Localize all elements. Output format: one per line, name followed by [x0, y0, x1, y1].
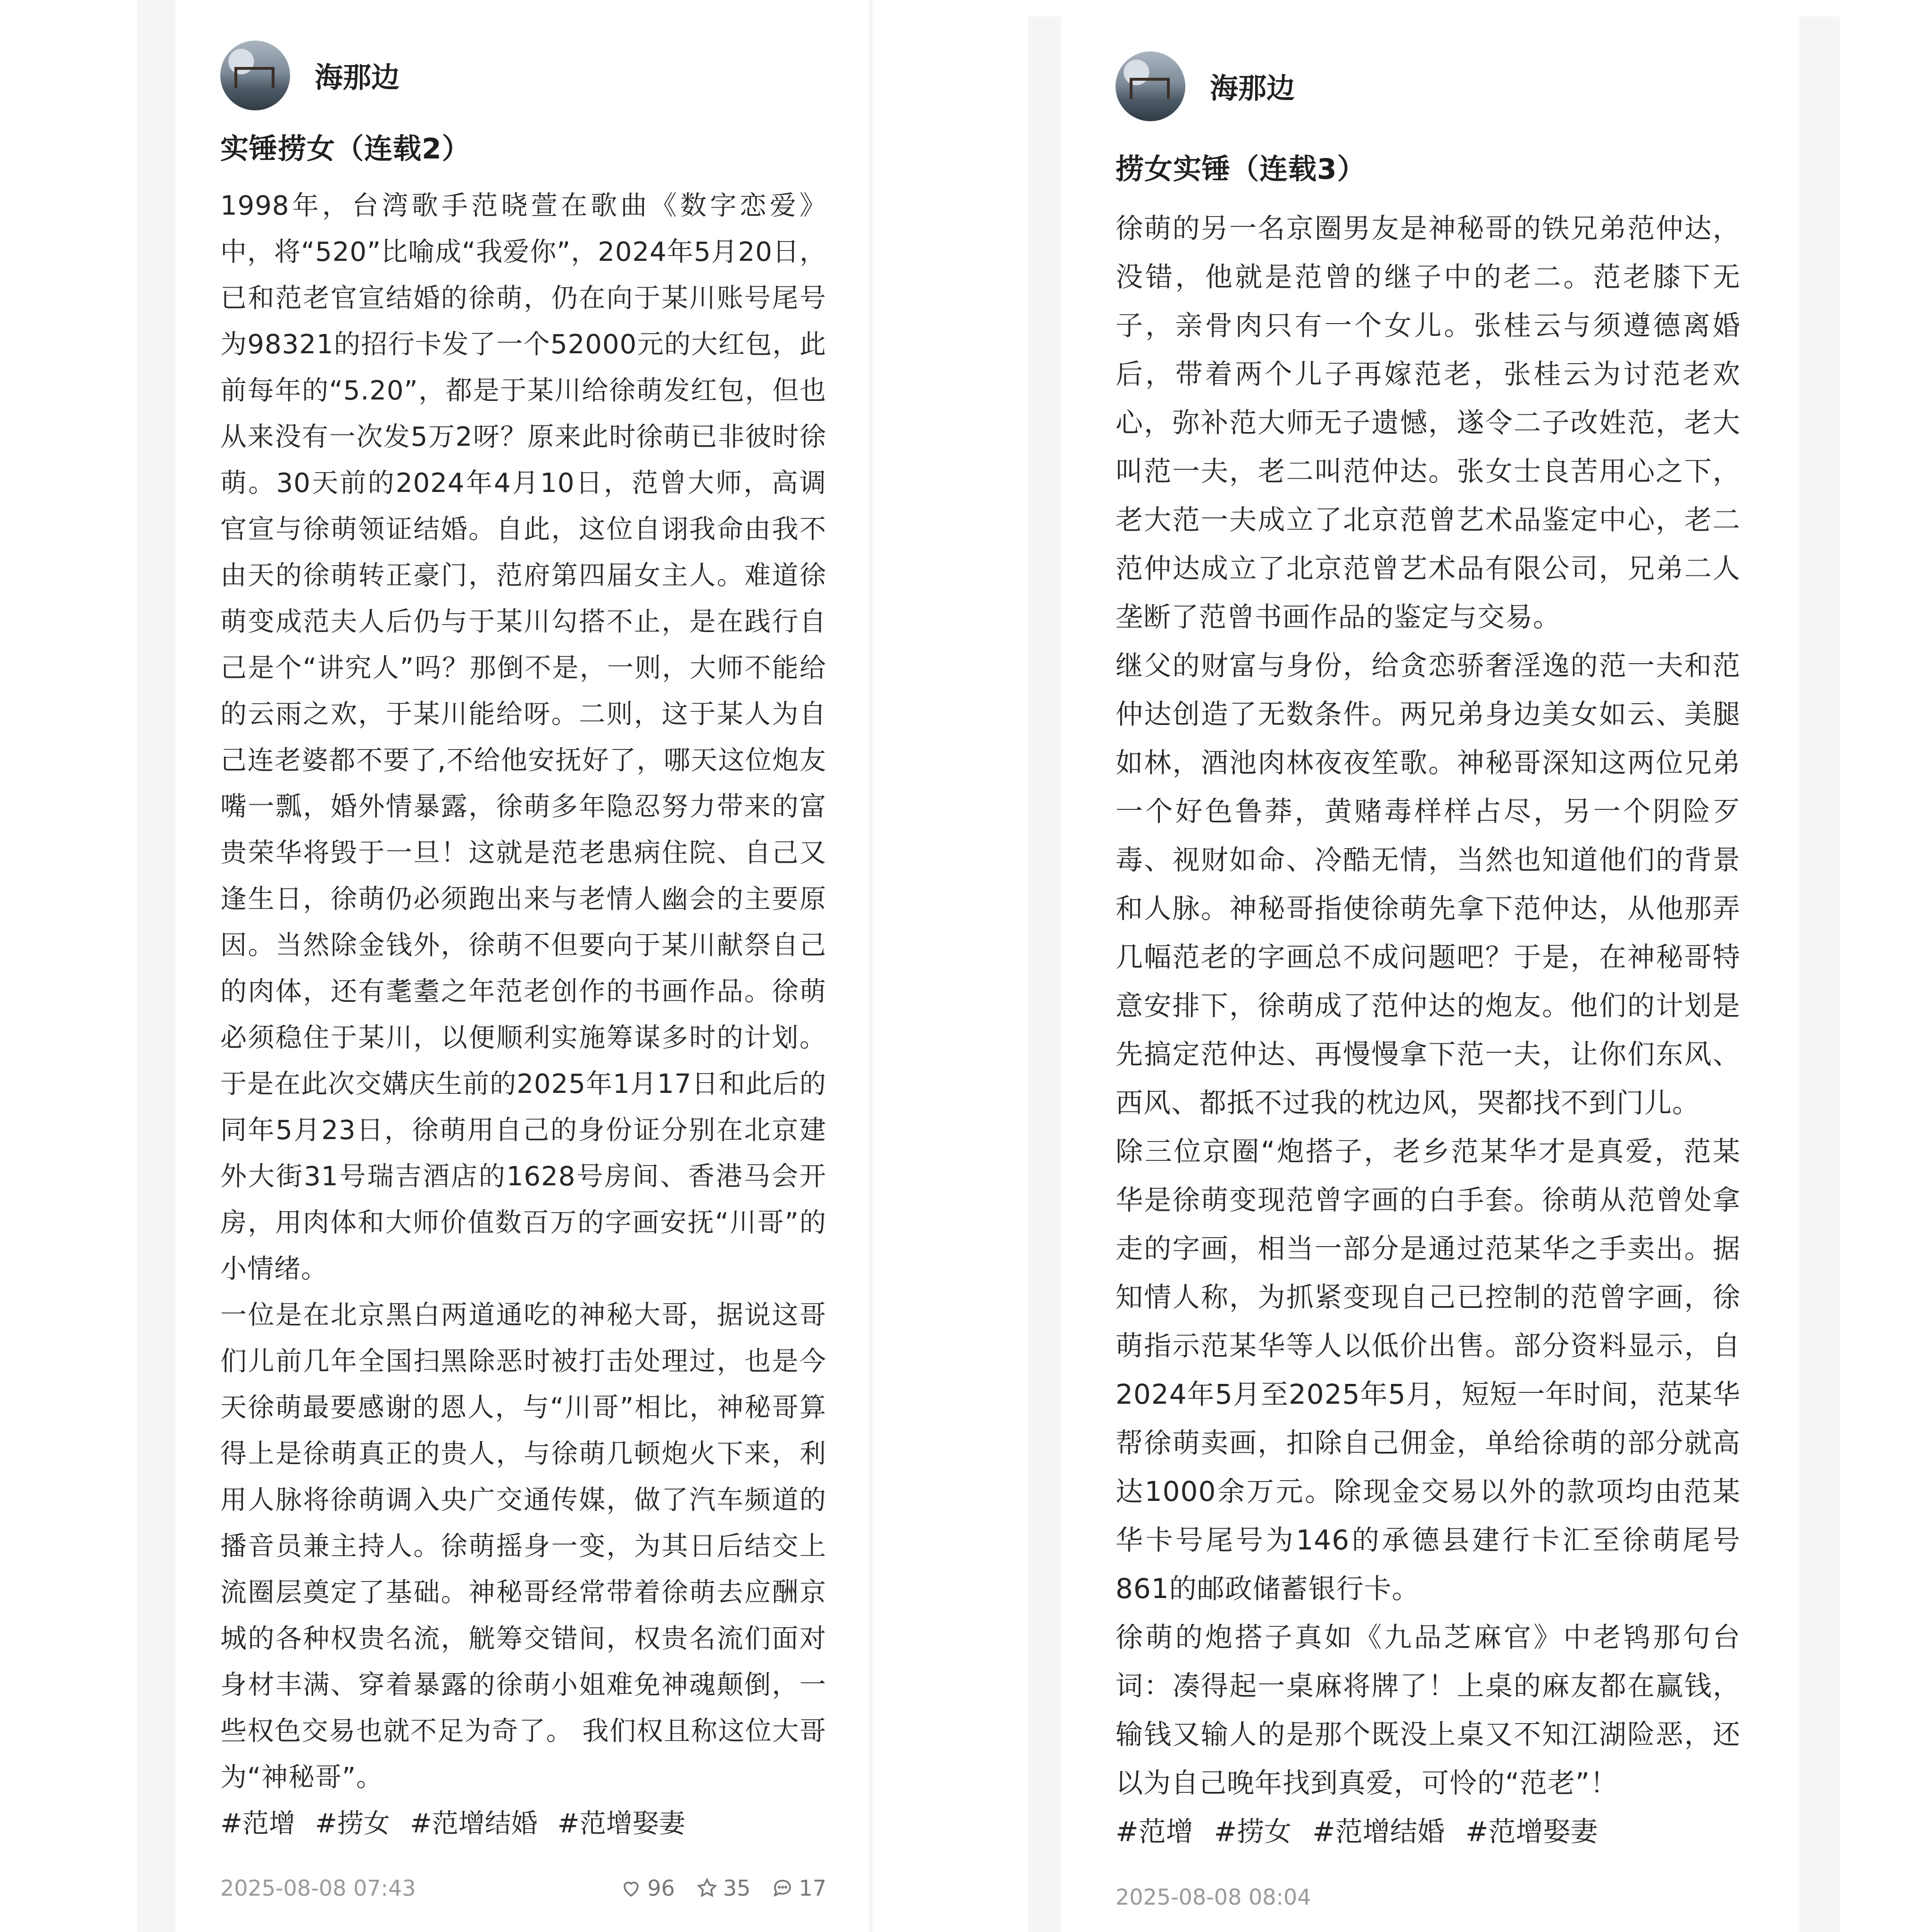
post-card-right — [1061, 17, 1799, 1932]
avatar[interactable] — [1116, 51, 1185, 121]
like-count: 96 — [647, 1875, 675, 1901]
hashtag[interactable]: #范增 — [220, 1808, 295, 1839]
post-timestamp: 2025-08-08 07:43 — [220, 1875, 416, 1901]
favorite-button[interactable] — [696, 1875, 751, 1901]
post-header — [220, 38, 826, 113]
post-paragraph: 一位是在北京黑白两道通吃的神秘大哥，据说这哥们儿前几年全国扫黑除恶时被打击处理过，也是今天徐萌最要感谢的恩人，与“川哥”相比，神秘哥算得上是徐萌真正的贵人，与徐萌几顿炮火下来，利用人脉将徐萌调入央广交通传媒，做了汽车频道的播音员兼主持人。徐萌摇身一变，为其日后结交上流圈层奠定了基础。神秘哥经常带着徐萌去应酬京城的各种权贵名流，觥筹交错间，权贵名流们面对身材丰满、穿着暴露的徐萌小姐难免神魂颠倒，一些权色交易也就不足为奇了。 我们权且称这位大哥为“神秘哥”。 — [220, 1300, 826, 1793]
post-card-left — [175, 0, 869, 1932]
post-paragraph: 徐萌的炮搭子真如《九品芝麻官》中老鸨那句台词：凑得起一桌麻将牌了！上桌的麻友都在赢钱，输钱又输人的是那个既没上桌又不知江湖险恶，还以为自己晚年找到真爱，可怜的“范老”！ — [1116, 1621, 1740, 1799]
post-title: 捞女实锤（连载3） — [1116, 153, 1366, 186]
hashtag-list — [220, 1801, 826, 1847]
comment-icon — [771, 1877, 794, 1899]
hashtag[interactable]: #范增结婚 — [409, 1808, 538, 1839]
post-footer — [1116, 1884, 1740, 1910]
comment-button[interactable] — [771, 1875, 826, 1901]
author-name[interactable]: 海那边 — [315, 61, 400, 94]
star-icon — [696, 1877, 718, 1899]
hashtag[interactable]: #捞女 — [1214, 1815, 1292, 1848]
post-paragraph: 1998年，台湾歌手范晓萱在歌曲《数字恋爱》中，将“520”比喻成“我爱你”，2024年5月20日，已和范老官宣结婚的徐萌，仍在向于某川账号尾号为98321的招行卡发了一个52000元的大红包，此前每年的“5.20”，都是于某川给徐萌发红包，但也从来没有一次发5万2呀？原来此时徐萌已非彼时徐萌。30天前的2024年4月10日，范曾大师，高调官宣与徐萌领证结婚。自此，这位自诩我命由我不由天的徐萌转正豪门，范府第四届女主人。难道徐萌变成范夫人后仍与于某川勾搭不止，是在践行自己是个“讲究人”吗？那倒不是，一则，大师不能给的云雨之欢，于某川能给呀。二则，这于某人为自己连老婆都不要了,不给他安抚好了，哪天这位炮友嘴一瓢，婚外情暴露，徐萌多年隐忍努力带来的富贵荣华将毁于一旦！这就是范老患病住院、自己又逢生日，徐萌仍必须跑出来与老情人幽会的主要原因。当然除金钱外，徐萌不但要向于某川献祭自己的肉体，还有耄耋之年范老创作的书画作品。徐萌必须稳住于某川，以便顺利实施筹谋多时的计划。于是在此次交媾庆生前的2025年1月17日和此后的同年5月23日，徐萌用自己的身份证分别在北京建外大街31号瑞吉酒店的1628号房间、香港马会开房，用肉体和大师价值数百万的字画安抚“川哥”的小情绪。 — [220, 191, 826, 1284]
favorite-count: 35 — [723, 1875, 751, 1901]
post-footer — [220, 1875, 826, 1901]
hashtag-list — [1116, 1807, 1740, 1856]
post-header — [1116, 49, 1740, 124]
post-timestamp: 2025-08-08 08:04 — [1116, 1884, 1311, 1910]
like-button[interactable] — [620, 1875, 675, 1901]
author-name[interactable]: 海那边 — [1210, 72, 1295, 105]
avatar[interactable] — [220, 41, 290, 110]
post-paragraph: 继父的财富与身份，给贪恋骄奢淫逸的范一夫和范仲达创造了无数条件。两兄弟身边美女如云、美腿如林，酒池肉林夜夜笙歌。神秘哥深知这两位兄弟一个好色鲁莽，黄赌毒样样占尽，另一个阴险歹毒、视财如命、冷酷无情，当然也知道他们的背景和人脉。神秘哥指使徐萌先拿下范仲达，从他那弄几幅范老的字画总不成问题吧？于是，在神秘哥特意安排下，徐萌成了范仲达的炮友。他们的计划是先搞定范仲达、再慢慢拿下范一夫，让你们东风、西风、都抵不过我的枕边风，哭都找不到门儿。 — [1116, 650, 1740, 1119]
hashtag[interactable]: #范增结婚 — [1312, 1815, 1445, 1848]
post-paragraph: 徐萌的另一名京圈男友是神秘哥的铁兄弟范仲达，没错，他就是范曾的继子中的老二。范老膝下无子，亲骨肉只有一个女儿。张桂云与须遵德离婚后，带着两个儿子再嫁范老，张桂云为讨范老欢心，弥补范大师无子遗憾，遂令二子改姓范，老大叫范一夫，老二叫范仲达。张女士良苦用心之下，老大范一夫成立了北京范曾艺术品鉴定中心，老二范仲达成立了北京范曾艺术品有限公司，兄弟二人垄断了范曾书画作品的鉴定与交易。 — [1116, 212, 1740, 633]
heart-icon — [620, 1877, 642, 1899]
hashtag[interactable]: #捞女 — [315, 1808, 390, 1839]
comment-count: 17 — [799, 1875, 826, 1901]
hashtag[interactable]: #范增娶妻 — [557, 1808, 685, 1839]
post-paragraph: 除三位京圈“炮搭子，老乡范某华才是真爱，范某华是徐萌变现范曾字画的白手套。徐萌从范曾处拿走的字画，相当一部分是通过范某华之手卖出。据知情人称，为抓紧变现自己已控制的范曾字画，徐萌指示范某华等人以低价出售。部分资料显示，自2024年5月至2025年5月，短短一年时间，范某华帮徐萌卖画，扣除自己佣金，单给徐萌的部分就高达1000余万元。除现金交易以外的款项均由范某华卡号尾号为146的承德县建行卡汇至徐萌尾号861的邮政储蓄银行卡。 — [1116, 1135, 1740, 1605]
hashtag[interactable]: #范增娶妻 — [1465, 1815, 1598, 1848]
post-title: 实锤捞女（连载2） — [220, 133, 471, 166]
hashtag[interactable]: #范增 — [1116, 1815, 1193, 1848]
